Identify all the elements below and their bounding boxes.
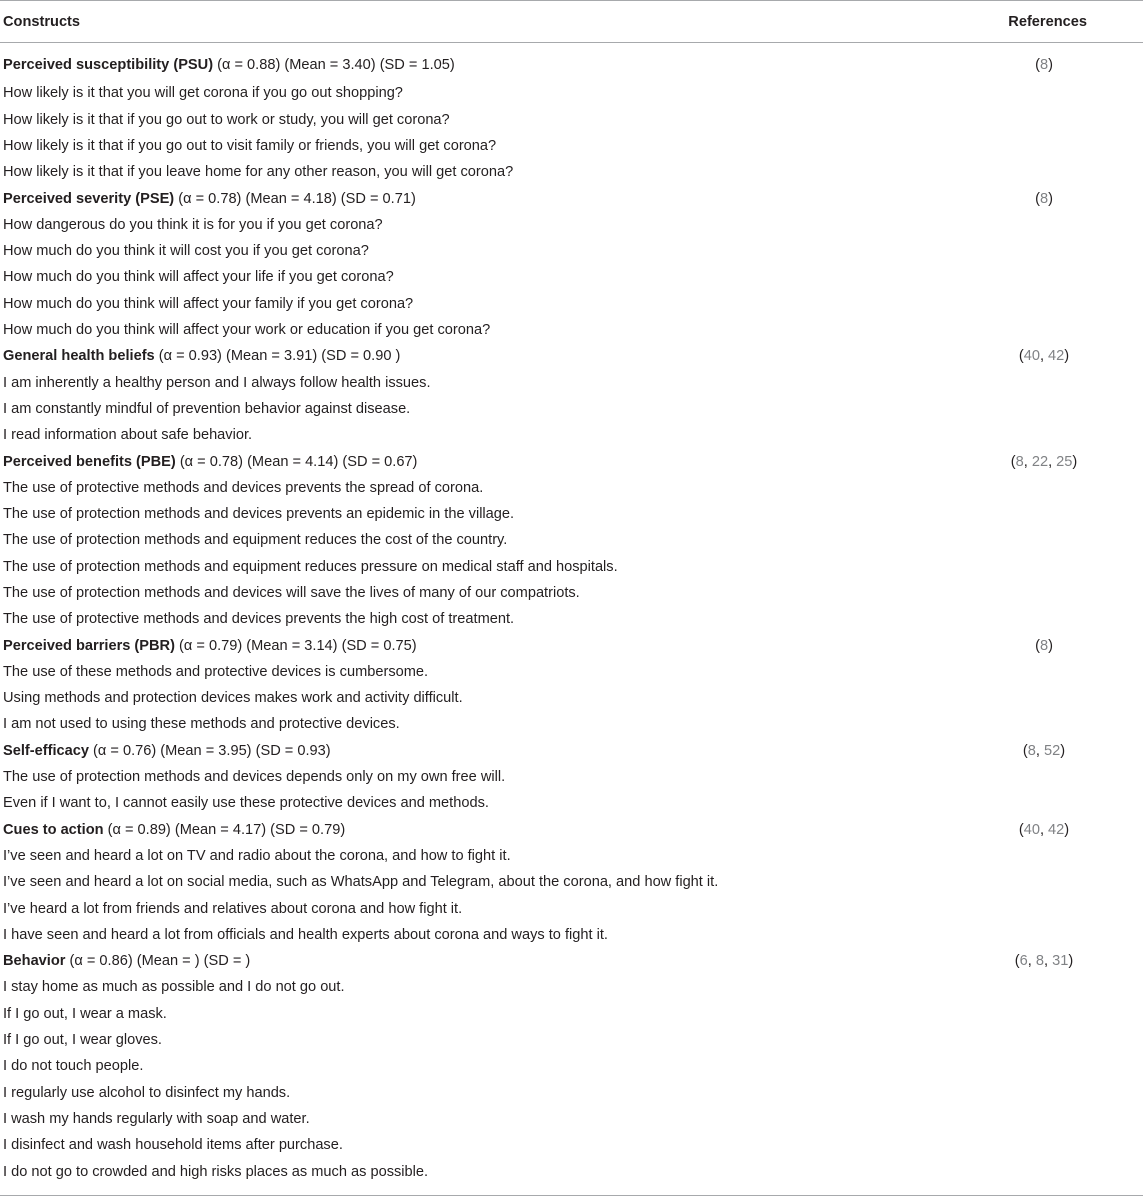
construct-cell	[0, 186, 943, 212]
construct-name: Perceived susceptibility (PSU)	[3, 57, 214, 74]
item-text: How likely is it that if you go out to work or study, you will get corona?	[3, 111, 450, 128]
item-row	[0, 291, 1143, 317]
construct-cell	[0, 633, 943, 659]
item-text: Even if I want to, I cannot easily use these protective devices and methods.	[3, 795, 489, 812]
references-cell	[943, 580, 1143, 606]
construct-cell	[0, 43, 943, 81]
item-text: I am constantly mindful of prevention behavior against disease.	[3, 400, 411, 417]
item-text: I wash my hands regularly with soap and water.	[3, 1110, 310, 1127]
citation-link[interactable]: 8	[1035, 953, 1044, 970]
item-text: Using methods and protection devices makes work and activity difficult.	[3, 690, 463, 707]
references-cell	[943, 1053, 1143, 1079]
item-row	[0, 922, 1143, 948]
item-row	[0, 1053, 1143, 1079]
citation-link[interactable]: 40	[1023, 821, 1040, 838]
citation-link[interactable]: 6	[1019, 953, 1028, 970]
item-row	[0, 238, 1143, 264]
construct-name: Perceived benefits (PBE)	[3, 453, 176, 470]
item-row	[0, 501, 1143, 527]
item-row	[0, 1132, 1143, 1158]
item-row	[0, 422, 1143, 448]
citation-link[interactable]: 22	[1031, 453, 1049, 470]
references-cell	[943, 475, 1143, 501]
references-cell	[943, 659, 1143, 685]
references-column-header: References	[943, 1, 1143, 43]
item-row	[0, 606, 1143, 632]
references-cell	[943, 791, 1143, 817]
reference-list: (40, 42)	[1018, 348, 1070, 365]
references-cell	[943, 1106, 1143, 1132]
construct-row	[0, 343, 1143, 369]
references-cell	[943, 633, 1143, 659]
citation-link[interactable]: 42	[1048, 821, 1065, 838]
references-cell	[943, 606, 1143, 632]
references-cell	[943, 817, 1143, 843]
references-cell	[943, 81, 1143, 107]
construct-row	[0, 43, 1143, 81]
item-text: I am inherently a healthy person and I always follow health issues.	[3, 374, 431, 391]
construct-cell	[0, 449, 943, 475]
references-cell	[943, 896, 1143, 922]
construct-name: Perceived severity (PSE)	[3, 190, 175, 207]
construct-stats: (α = 0.76) (Mean = 3.95) (SD = 0.93)	[88, 742, 331, 759]
construct-row	[0, 738, 1143, 764]
construct-name: Self-efficacy	[3, 742, 89, 759]
item-row	[0, 1080, 1143, 1106]
references-cell	[943, 528, 1143, 554]
references-cell	[943, 212, 1143, 238]
references-cell	[943, 343, 1143, 369]
reference-list: (8, 22, 25)	[1010, 453, 1078, 470]
item-row	[0, 81, 1143, 107]
constructs-column-header: Constructs	[0, 1, 943, 43]
references-cell	[943, 1132, 1143, 1158]
item-text: How much do you think will affect your life if you get corona?	[3, 269, 394, 286]
item-row	[0, 554, 1143, 580]
item-row	[0, 528, 1143, 554]
item-row	[0, 1159, 1143, 1185]
citation-link[interactable]: 8	[1015, 453, 1024, 470]
item-text: The use of protection methods and devices depends only on my own free will.	[3, 769, 506, 786]
construct-stats: (α = 0.79) (Mean = 3.14) (SD = 0.75)	[174, 637, 417, 654]
references-cell	[943, 238, 1143, 264]
item-row	[0, 265, 1143, 291]
item-text: The use of these methods and protective devices is cumbersome.	[3, 663, 429, 680]
references-cell	[943, 370, 1143, 396]
references-cell	[943, 948, 1143, 974]
construct-row	[0, 948, 1143, 974]
construct-stats: (α = 0.78) (Mean = 4.18) (SD = 0.71)	[174, 190, 416, 207]
reference-list: (40, 42)	[1018, 821, 1070, 838]
table-bottom-rule	[0, 1195, 1143, 1196]
references-cell	[943, 265, 1143, 291]
item-row	[0, 317, 1143, 343]
item-text: How likely is it that if you leave home for any other reason, you will get corona?	[3, 164, 514, 181]
references-cell	[943, 869, 1143, 895]
item-row	[0, 159, 1143, 185]
references-cell	[943, 1080, 1143, 1106]
references-cell	[943, 317, 1143, 343]
references-cell	[943, 1001, 1143, 1027]
item-row	[0, 975, 1143, 1001]
construct-row	[0, 449, 1143, 475]
item-text: The use of protection methods and devices prevents an epidemic in the village.	[3, 506, 515, 523]
item-text: The use of protective methods and devices prevents the high cost of treatment.	[3, 611, 515, 628]
reference-list: (8)	[1035, 190, 1053, 207]
construct-stats: (α = 0.93) (Mean = 3.91) (SD = 0.90 )	[154, 348, 401, 365]
references-cell	[943, 449, 1143, 475]
item-text: How much do you think will affect your work or education if you get corona?	[3, 322, 491, 339]
references-cell	[943, 975, 1143, 1001]
item-text: The use of protective methods and devices prevents the spread of corona.	[3, 479, 484, 496]
item-text: I’ve seen and heard a lot on social media, such as WhatsApp and Telegram, about the corona, and how fight it.	[3, 874, 719, 891]
item-row	[0, 475, 1143, 501]
references-cell	[943, 712, 1143, 738]
references-cell	[943, 1159, 1143, 1185]
reference-list: (6, 8, 31)	[1014, 953, 1074, 970]
references-cell	[943, 1027, 1143, 1053]
item-text: I am not used to using these methods and protective devices.	[3, 716, 400, 733]
item-row	[0, 212, 1143, 238]
item-text: I disinfect and wash household items after purchase.	[3, 1137, 343, 1154]
citation-link[interactable]: 8	[1027, 742, 1036, 759]
references-cell	[943, 685, 1143, 711]
construct-row	[0, 817, 1143, 843]
item-row	[0, 1027, 1143, 1053]
table-body	[0, 43, 1143, 1185]
item-row	[0, 133, 1143, 159]
construct-cell	[0, 948, 943, 974]
item-text: I regularly use alcohol to disinfect my hands.	[3, 1084, 291, 1101]
item-row	[0, 580, 1143, 606]
item-text: I have seen and heard a lot from officials and health experts about corona and ways to fight it.	[3, 926, 608, 943]
reference-list: (8)	[1035, 637, 1053, 654]
item-row	[0, 843, 1143, 869]
item-text: I stay home as much as possible and I do not go out.	[3, 979, 345, 996]
item-text: The use of protection methods and devices will save the lives of many of our compatriots.	[3, 584, 580, 601]
item-text: If I go out, I wear gloves.	[3, 1032, 162, 1049]
item-row	[0, 791, 1143, 817]
construct-stats: (α = 0.89) (Mean = 4.17) (SD = 0.79)	[103, 821, 346, 838]
citation-link[interactable]: 8	[1039, 57, 1049, 74]
construct-cell	[0, 343, 943, 369]
construct-name: General health beliefs	[3, 348, 155, 365]
item-row	[0, 1001, 1143, 1027]
references-cell	[943, 764, 1143, 790]
construct-cell	[0, 738, 943, 764]
construct-row	[0, 186, 1143, 212]
item-text: The use of protection methods and equipment reduces pressure on medical staff and hospitals.	[3, 558, 618, 575]
citation-link[interactable]: 40	[1023, 348, 1040, 365]
item-row	[0, 659, 1143, 685]
references-cell	[943, 107, 1143, 133]
references-cell	[943, 133, 1143, 159]
references-cell	[943, 501, 1143, 527]
reference-list: (8)	[1035, 57, 1053, 74]
item-text: How dangerous do you think it is for you if you get corona?	[3, 216, 383, 233]
references-cell	[943, 396, 1143, 422]
item-text: I’ve heard a lot from friends and relatives about corona and how fight it.	[3, 900, 463, 917]
reference-list: (8, 52)	[1022, 742, 1066, 759]
construct-name: Cues to action	[3, 821, 104, 838]
references-cell	[943, 291, 1143, 317]
construct-cell	[0, 817, 943, 843]
item-row	[0, 712, 1143, 738]
references-cell	[943, 843, 1143, 869]
item-row	[0, 869, 1143, 895]
item-text: If I go out, I wear a mask.	[3, 1005, 167, 1022]
item-row	[0, 685, 1143, 711]
item-text: The use of protection methods and equipment reduces the cost of the country.	[3, 532, 508, 549]
item-text: I do not touch people.	[3, 1058, 144, 1075]
item-row	[0, 396, 1143, 422]
item-text: I do not go to crowded and high risks places as much as possible.	[3, 1163, 429, 1180]
references-cell	[943, 554, 1143, 580]
citation-link[interactable]: 52	[1044, 742, 1061, 759]
item-text: How likely is it that you will get corona if you go out shopping?	[3, 85, 403, 102]
item-text: How much do you think it will cost you if you get corona?	[3, 243, 369, 260]
references-cell	[943, 186, 1143, 212]
item-row	[0, 370, 1143, 396]
item-row	[0, 764, 1143, 790]
item-text: How much do you think will affect your family if you get corona?	[3, 295, 414, 312]
references-cell	[943, 159, 1143, 185]
citation-link[interactable]: 31	[1052, 953, 1069, 970]
item-text: How likely is it that if you go out to visit family or friends, you will get corona?	[3, 137, 497, 154]
citation-link[interactable]: 25	[1056, 453, 1073, 470]
citation-link[interactable]: 8	[1039, 190, 1049, 207]
references-cell	[943, 43, 1143, 81]
item-row	[0, 896, 1143, 922]
item-text: I’ve seen and heard a lot on TV and radio about the corona, and how to fight it.	[3, 847, 511, 864]
construct-stats: (α = 0.86) (Mean = ) (SD = )	[65, 953, 251, 970]
construct-name: Perceived barriers (PBR)	[3, 637, 175, 654]
item-row	[0, 107, 1143, 133]
construct-row	[0, 633, 1143, 659]
construct-name: Behavior	[3, 953, 66, 970]
construct-stats: (α = 0.88) (Mean = 3.40) (SD = 1.05)	[213, 57, 455, 74]
citation-link[interactable]: 42	[1048, 348, 1065, 365]
references-cell	[943, 422, 1143, 448]
table-header-row	[0, 1, 1143, 43]
item-row	[0, 1106, 1143, 1132]
references-cell	[943, 922, 1143, 948]
citation-link[interactable]: 8	[1039, 637, 1049, 654]
references-cell	[943, 738, 1143, 764]
item-text: I read information about safe behavior.	[3, 427, 253, 444]
construct-stats: (α = 0.78) (Mean = 4.14) (SD = 0.67)	[175, 453, 418, 470]
